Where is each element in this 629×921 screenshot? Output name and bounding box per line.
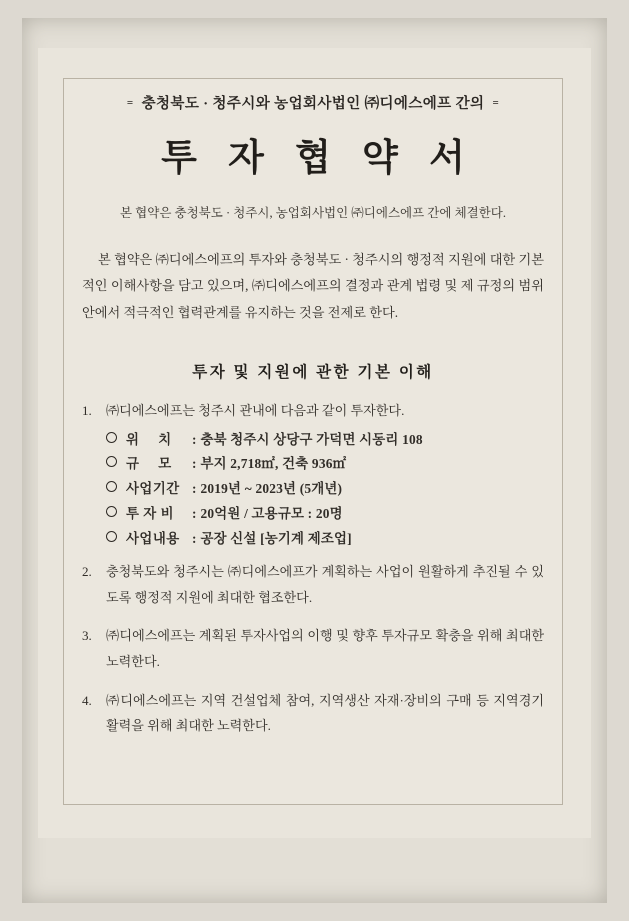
circle-bullet-icon: [106, 506, 117, 517]
clause-item: [82, 559, 544, 610]
subitem-value: 20억원 / 고용규모 : 20명: [200, 505, 343, 521]
document-supertitle: [82, 92, 544, 113]
clause-subitem-list: [106, 433, 544, 547]
subitem-separator: :: [192, 431, 197, 447]
clause-item: [82, 398, 544, 546]
subitem-value: 공장 신설 [농기계 제조업]: [200, 530, 352, 546]
circle-bullet-icon: [106, 481, 117, 492]
clause-number: 2.: [82, 564, 92, 580]
list-item: [106, 532, 544, 547]
section-heading: 투자 및 지원에 관한 기본 이해: [192, 364, 434, 382]
subitem-value: 부지 2,718㎡, 건축 936㎡: [200, 456, 347, 472]
subitem-value: 2019년 ~ 2023년 (5개년): [200, 481, 343, 497]
clause-text: 충청북도와 청주시는 ㈜디에스에프가 계획하는 사업이 원활하게 추진될 수 있도록 행정적 지원에 최대한 협조한다.: [106, 564, 544, 605]
circle-bullet-icon: [106, 456, 117, 467]
list-item: [106, 457, 544, 472]
clause-number: 4.: [82, 692, 92, 708]
subitem-separator: :: [192, 481, 197, 497]
circle-bullet-icon: [106, 531, 117, 542]
subitem-value: 충북 청주시 상당구 가덕면 시동리 108: [200, 431, 423, 447]
subitem-separator: :: [192, 530, 197, 546]
document-intro-paragraph: 본 협약은 ㈜디에스에프의 투자와 충청북도 · 청주시의 행정적 지원에 대한 기본적인 이해사항을 담고 있으며, ㈜디에스에프의 결정과 관계 법령 및 제 규정의 범위 안에서 적극적인 협력관계를 유지하는 것을 전제로 한다.: [82, 252, 544, 320]
clause-item: [82, 688, 544, 739]
document-title: 투 자 협 약 서: [161, 138, 476, 179]
clause-list: [82, 398, 544, 738]
clause-number: 1.: [82, 403, 92, 419]
clause-text: ㈜디에스에프는 청주시 관내에 다음과 같이 투자한다.: [106, 403, 405, 419]
subitem-label: 위 치: [126, 431, 180, 447]
subitem-label: 투 자 비: [126, 505, 175, 521]
subitem-label: 규 모: [126, 456, 180, 472]
circle-bullet-icon: [106, 432, 117, 443]
clause-item: [82, 623, 544, 674]
supertitle-text: 충청북도 · 청주시와 농업회사법인 ㈜디에스에프 간의: [141, 96, 485, 112]
supertitle-left-decoration: =: [126, 97, 134, 109]
subitem-separator: :: [192, 456, 197, 472]
supertitle-right-decoration: =: [492, 97, 500, 109]
clause-text: ㈜디에스에프는 지역 건설업체 참여, 지역생산 자재·장비의 구매 등 지역경기 활력을 위해 최대한 노력한다.: [106, 692, 544, 734]
subitem-label: 사업기간: [126, 481, 180, 497]
subitem-separator: :: [192, 505, 197, 521]
list-item: [106, 482, 544, 497]
document-content: [82, 92, 544, 752]
document-lead-sentence: 본 협약은 충청북도 · 청주시, 농업회사법인 ㈜디에스에프 간에 체결한다.: [119, 206, 506, 220]
list-item: [106, 507, 544, 522]
subitem-label: 사업내용: [126, 530, 180, 546]
clause-number: 3.: [82, 628, 92, 644]
list-item: [106, 433, 544, 448]
clause-text: ㈜디에스에프는 계획된 투자사업의 이행 및 향후 투자규모 확충을 위해 최대한 노력한다.: [106, 628, 544, 670]
